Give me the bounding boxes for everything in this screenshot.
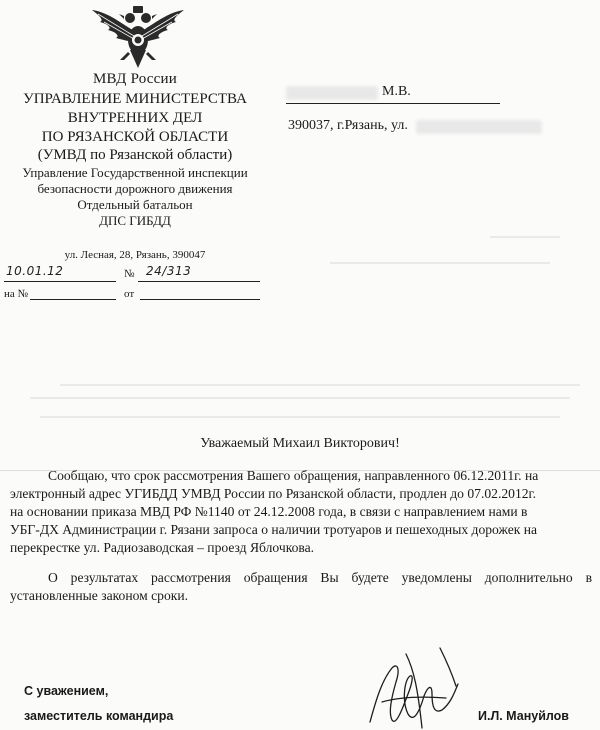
on-number-underline: [30, 299, 116, 300]
letterhead-subline: ДПС ГИБДД: [99, 213, 171, 228]
paragraph-2: [10, 569, 592, 587]
letterhead-line: (УМВД по Рязанской области): [37, 147, 233, 163]
scan-artifact: [330, 262, 550, 264]
signer-name: И.Л. Мануйлов: [478, 709, 569, 723]
recipient-address: 390037, г.Рязань, ул.: [288, 118, 408, 133]
letterhead-subline: безопасности дорожного движения: [37, 181, 233, 196]
recipient-underline: [286, 103, 500, 104]
letterhead-line: ВНУТРЕННИХ ДЕЛ: [67, 110, 203, 126]
letterhead-line: ПО РЯЗАНСКОЙ ОБЛАСТИ: [41, 129, 229, 145]
signer-position: заместитель командира: [24, 709, 174, 723]
scan-artifact: [490, 236, 560, 238]
date-underline: [4, 281, 116, 282]
scan-artifact: [30, 397, 570, 399]
paragraph-line: на основании приказа МВД РФ №1140 от 24.12.2008 года, в связи с направлением нами в: [10, 504, 528, 519]
number-underline: [138, 281, 260, 282]
letterhead-line: УПРАВЛЕНИЕ МИНИСТЕРСТВА: [23, 91, 247, 107]
paragraph-1: [10, 467, 592, 539]
salutation: Уважаемый Михаил Викторович!: [200, 436, 400, 451]
outgoing-date: 10.01.12: [6, 264, 64, 278]
letterhead-subline: Отдельный батальон: [77, 197, 193, 212]
from-underline: [140, 299, 260, 300]
from-label: от: [124, 288, 135, 300]
redacted-surname: [286, 86, 378, 100]
outgoing-number: 24/313: [146, 264, 192, 278]
eagle-emblem-icon: [78, 2, 198, 72]
closing-regards: С уважением,: [24, 684, 109, 698]
paragraph-line: перекрестке ул. Радиозаводская – проезд Яблочкова.: [10, 540, 315, 555]
on-number-label: на №: [4, 288, 29, 300]
paragraph-line: УБГ-ДХ Администрации г. Рязани запроса о наличии тротуаров и пешеходных дорожек на: [10, 522, 538, 537]
letterhead-subline: Управление Государственной инспекции: [22, 165, 248, 180]
paragraph-line: электронный адрес УГИБДД УМВД России по Рязанской области, продлен до 07.02.2012г.: [10, 486, 536, 501]
handwritten-signature: [362, 640, 472, 730]
paragraph-line: установленные законом сроки.: [10, 588, 189, 603]
scan-artifact: [40, 416, 560, 418]
paragraph-line: О результатах рассмотрения обращения Вы будете уведомлены дополнительно в: [48, 570, 592, 585]
redacted-street: [416, 120, 542, 134]
recipient-initials: М.В.: [382, 84, 411, 99]
scan-artifact: [60, 384, 580, 386]
number-label: №: [124, 268, 135, 280]
paragraph-line: Сообщаю, что срок рассмотрения Вашего обращения, направленного 06.12.2011г. на: [48, 468, 539, 483]
letterhead-org: МВД России: [93, 71, 177, 87]
letterhead-address: ул. Лесная, 28, Рязань, 390047: [64, 249, 206, 261]
